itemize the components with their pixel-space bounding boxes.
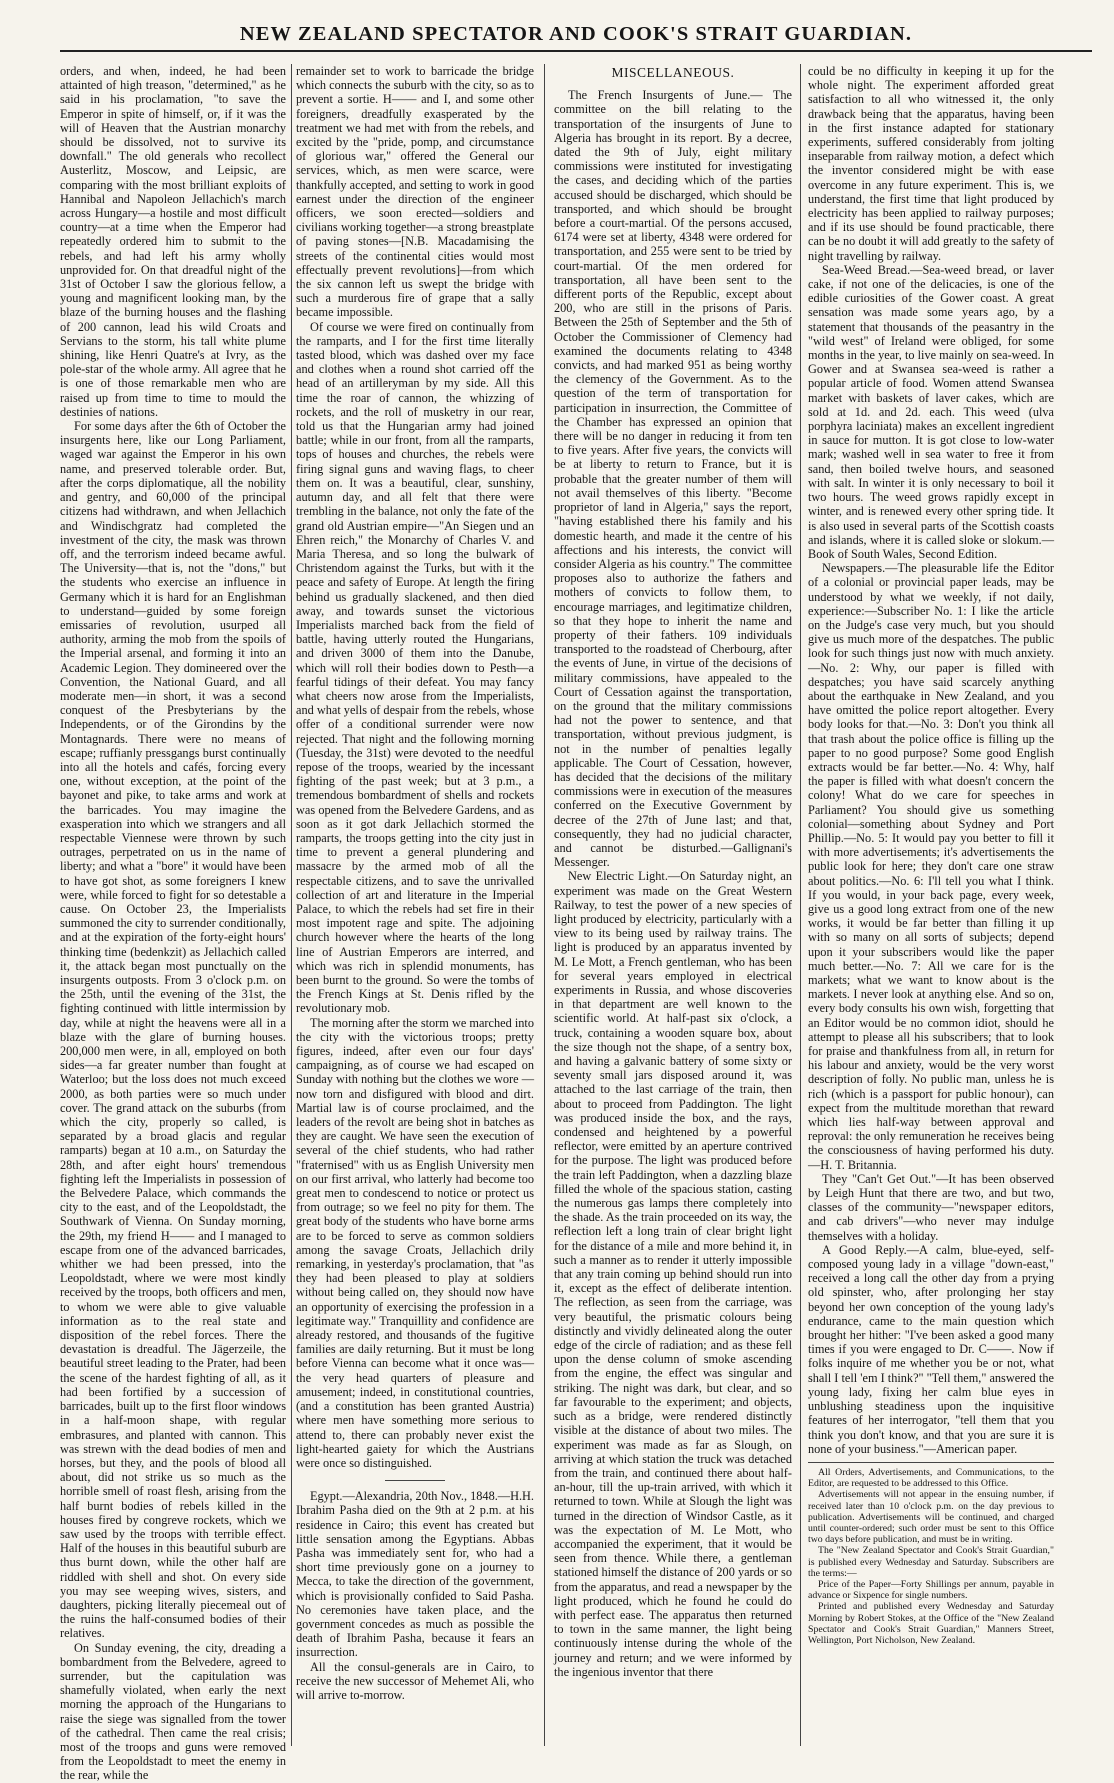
article-paragraph: On Sunday evening, the city, dreading a bombardment from the Belvedere, agreed to surrender, but the capitulation was shamefully violated, when early the next morning the approach of the Hungarians to raise the siege was signalled from the tower of the cathedral. Then came the real crisis; most of the troops and guns were removed from the Leopoldstadt to meet the enemy in the rear, while the: [60, 1640, 286, 1783]
column-rule: [544, 64, 545, 1746]
article-paragraph: could be no difficulty in keeping it up for the whole night. The experiment afforded great satisfaction to all who witnessed it, the only drawback being that the apparatus, having been in the first instance adapted for stationary experiments, suffered considerably from jolting inseparable from railway motion, a defect which the inventor considered might be with ease overcome in any future experiment. This is, we understand, the first time that light produced by electricity has been applied to railway purposes; and if its use should be found practicable, there can be no doubt it will add greatly to the safety of night travelling by railway.: [808, 64, 1054, 263]
column-3: [554, 64, 792, 1746]
article-paragraph: remainder set to work to barricade the bridge which connects the suburb with the city, so as to prevent a sortie. H—— and I, and some other foreigners, dreadfully exasperated by the treatment we had met with from the rebels, and excited by the "pride, pomp, and circumstance of glorious war," offered the General our services, which, as men were scarce, were thankfully accepted, and setting to work in good earnest under the direction of the engineer officers, we soon erected—soldiers and civilians working together—a strong breastplate of paving stones—[N.B. Macadamising the streets of the continental cities would most effectually prevent revolutions]—from which the six cannon left us swept the bridge with such a murderous fire of grape that a sally became impossible.: [296, 64, 534, 320]
notice-line: Advertisements will not appear in the ensuing number, if received later than 10 o'clock p.m. on the day previous to publication. Advertisements will be continued, and charged until counter-ordered; such order must be sent to this Office two days before publication, and must be in writing.: [808, 1489, 1054, 1546]
column-2: [296, 64, 534, 1746]
masthead: NEW ZEALAND SPECTATOR AND COOK'S STRAIT GUARDIAN.: [60, 22, 1092, 52]
publisher-notice: [808, 1462, 1054, 1646]
column-1: [60, 64, 286, 1783]
notice-line: Price of the Paper—Forty Shillings per annum, payable in advance or Sixpence for single numbers.: [808, 1578, 1054, 1602]
section-divider: [385, 1480, 445, 1481]
sea-weed-paragraph: Sea-Weed Bread.—Sea-weed bread, or laver cake, if not one of the delicacies, is one of the edible curiosities of the Gower coast. A great sensation was made some years ago, by a statement that thousands of the peasantry in the "wild west" of Ireland were obliged, for some months in the year, to live mainly on sea-weed. In Gower and at Swansea sea-weed is rather a popular article of food. Women attend Swansea market with baskets of laver cakes, which are sold at 1d. and 2d. each. This weed (ulva porphyra laciniata) makes an excellent ingredient in sauce for mutton. It is got close to low-water mark; washed well in sea water to free it from sand, then boiled twelve hours, and seasoned with salt. In winter it is only necessary to boil it two hours. The weed grows rapidly except in winter, and is renewed every other spring tide. It is also used in several parts of the Scottish coasts and islands, where it is called sloke or slokum.—Book of South Wales, Second Edition.: [808, 262, 1054, 561]
egypt-paragraph: Egypt.—Alexandria, 20th Nov., 1848.—H.H. Ibrahim Pasha died on the 9th at 2 p.m. at his residence in Cairo; this event has created but little sensation among the Egyptians. Abbas Pasha was immediately sent for, who had a short time previously gone on a journey to Mecca, to take the direction of the government, which is provisionally confided to Said Pasha. No ceremonies have taken place, and the government concedes as much as possible the death of Ibrahim Pasha, because it fears an insurrection.: [296, 1489, 534, 1660]
column-rule: [800, 64, 801, 1746]
electric-light-paragraph: New Electric Light.—On Saturday night, an experiment was made on the Great Western Railway, to test the power of a new species of light produced by electricity, particularly with a view to its being used by railway trains. The light is produced by an apparatus invented by M. Le Mott, a French gentleman, who has been for several years employed in electrical experiments in Russia, and whose discoveries in that department are well known to the scientific world. At half-past six o'clock, a truck, containing a wooden square box, about the size though not the shape, of a sentry box, and having a galvanic battery of some sixty or seventy small jars disposed around it, was attached to the last carriage of the train, then about to proceed from Paddington. The light was produced inside the box, and the rays, condensed and heightened by a powerful reflector, were emitted by an aperture contrived for the purpose. The light was produced before the train left Paddington, when a dazzling blaze filled the whole of the spacious station, casting the numerous gas lamps there completely into the shade. As the train proceeded on its way, the reflection left a long train of clear bright light for the distance of a mile and more behind it, in such a manner as to render it utterly impossible that any train coming up behind should run into it, except as the effect of deliberate intention. The reflection, as seen from the carriage, was very beautiful, the prismatic colours being distinctly and vividly delineated along the outer edge of the circle of radiation; and as these fell upon the dense column of smoke ascending from the engine, the effect was singular and striking. The night was dark, but clear, and so far favourable to the experiment; and objects, such as a bridge, were rendered distinctly visible at the distance of about two miles. The experiment was made as far as Slough, on arriving at which station the truck was detached from the train, and continued there about half-an-hour, till the up-train arrived, with which it returned to town. While at Slough the light was turned in the direction of Windsor Castle, as it was the expectation of M. Le Mott, who accompanied the experiment, that it would be seen from thence. While there, a gentleman stationed himself the distance of 200 yards or so from the apparatus, and read a newspaper by the light produced, which he found he could do with perfect ease. The apparatus then returned to town in the same manner, the light being continuously intense during the whole of the journey and return; and we were informed by the ingenious inventor that there: [554, 869, 792, 1679]
section-heading: MISCELLANEOUS.: [611, 65, 735, 80]
article-paragraph: The morning after the storm we marched into the city with the victorious troops; pretty figures, indeed, after even our four days' campaigning, as of course we had escaped on Sunday with nothing but the clothes we wore —now torn and disfigured with blood and dirt. Martial law is of course proclaimed, and the leaders of the revolt are being shot in batches as they are caught. We have seen the execution of several of the chief students, who had rather "fraternised" with us as English University men on our first arrival, who latterly had become too great men to condescend to notice or protect us from outrage; so we feel no pity for them. The great body of the students who have borne arms are to be forced to serve as common soldiers among the savage Croats, Jellachich drily remarking, in yesterday's proclamation, that "as they had been pleased to play at soldiers without being called on, they should now have an opportunity of exercising the profession in a legitimate way." Tranquillity and confidence are already restored, and thousands of the fugitive families are daily returning. But it must be long before Vienna can become what it once was—the very head quarters of pleasure and amusement; indeed, in constitutional countries, (and a constitution has been granted Austria) where men have something more serious to attend to, there can probably never exist the light-hearted gaiety for which the Austrians were once so distinguished.: [296, 1015, 534, 1470]
newspapers-paragraph: Newspapers.—The pleasurable life the Editor of a colonial or provincial paper leads, may be understood by what we weekly, if not daily, experience:—Subscriber No. 1: I like the article on the Judge's case very much, but you should give us much more of the despatches. The public look for such things just now with much anxiety.—No. 2: Why, our paper is filled with despatches; you have said scarcely anything about the earthquake in New Zealand, and you have omitted the police report altogether. Every body looks for that.—No. 3: Don't you think all that trash about the police office is filling up the paper to no good purpose? Some good English extracts would be far better.—No. 4: Why, half the paper is filled with what doesn't concern the colony! What do we care for speeches in Parliament? You should give us something colonial—something about Sydney and Port Phillip.—No. 5: It would pay you better to fill it with more advertisements; it's advertisements the public look for here; they don't care one straw about politics.—No. 6: I'll tell you what I think. If you would, in your back page, every week, give us a good long extract from one of the new works, it would be far better than filling it up with so many on all sorts of subjects; depend upon it your subscribers would like the paper much better.—No. 7: All we care for is the markets; what we want to know about is the markets. I never look at anything else. And so on, every body consults his own wish, forgetting that an Editor would be no common idiot, should he attempt to please all his subscribers; that to look for praise and thankfulness from all, in return for his labour and anxiety, would be the very worst description of folly. No public man, unless he is rich (which is a passport for public honour), can expect from the multitude morethan that reward which lies half-way between approval and reproval: the only remuneration he receives being the consciousness of having performed his duty.—H. T. Britannia.: [808, 561, 1054, 1172]
notice-line: Printed and published every Wednesday and Saturday Morning by Robert Stokes, at the Office of the "New Zealand Spectator and Cook's Strait Guardian," Manners Street, Wellington, Port Nicholson, New Zealand.: [808, 1601, 1054, 1646]
column-4: [808, 64, 1054, 1746]
column-rule: [291, 64, 292, 1746]
article-paragraph: orders, and when, indeed, he had been attainted of high treason, "determined," as he said in his proclamation, "to save the Emperor in spite of himself, or, if it was the will of Heaven that the Austrian monarchy should be dissolved, not to survive its downfall." The old generals who recollect Austerlitz, Moscow, and Leipsic, are comparing with the most brilliant exploits of Hannibal and Napoleon Jellachich's march across Hungary—a hostile and most difficult country—at a time when the Emperor had repeatedly ordered him to submit to the rebels, and had left his army wholly unprovided for. On that dreadful night of the 31st of October I saw the glorious fellow, a young and magnificent looking man, by the blaze of the burning houses and the flashing of 200 cannon, lead his wild Croats and Servians to the storm, his tall white plume shining, like Henri Quatre's at Ivry, as the pole-star of the whole army. All agree that he is one of those remarkable men who are raised up from time to time to mould the destinies of nations.: [60, 64, 286, 419]
good-reply-paragraph: A Good Reply.—A calm, blue-eyed, self-composed young lady in a village "down-east," received a long call the other day from a prying old spinster, who, after prolonging her stay beyond her own conception of the young lady's endurance, came to the main question which brought her hither: "I've been asked a good many times if you were engaged to Dr. C——. Now if folks inquire of me whether you be or not, what shall I tell 'em I think?" "Tell them," answered the young lady, fixing her calm blue eyes in unblushing steadiness upon the inquisitive features of her interrogator, "tell them that you think you don't know, and that you are sure it is none of your business."—American paper.: [808, 1242, 1054, 1456]
article-paragraph: Of course we were fired on continually from the ramparts, and I for the first time literally tasted blood, which was dashed over my face and clothes when a round shot carried off the head of an artilleryman by my side. All this time the roar of cannon, the whizzing of rockets, and the roll of musketry in our rear, told us that the Hungarian army had joined battle; while in our front, from all the ramparts, tops of houses and churches, the rebels were firing signal guns and waving flags, to cheer them on. It was a beautiful, clear, sunshiny, autumn day, and all felt that there were trembling in the balance, not only the fate of the grand old Austrian empire—"An Siegen und an Ehren reich," the Monarchy of Charles V. and Maria Theresa, and so long the bulwark of Christendom against the Turks, but with it the peace and safety of Europe. At length the firing behind us gradually slackened, and then died away, and towards sunset the victorious Imperialists marched back from the field of battle, having utterly routed the Hungarians, and driven 3000 of them into the Danube, which will roll their bodies down to Pesth—a fearful tidings of their defeat. You may fancy what cheers now arose from the Imperialists, and what yells of despair from the rebels, whose offer of a conditional surrender were now rejected. That night and the following morning (Tuesday, the 31st) were devoted to the needful repose of the troops, wearied by the incessant fighting of the past week; but at 3 p.m., a tremendous bombardment of shells and rockets was opened from the Belvedere Gardens, and as soon as it got dark Jellachich stormed the ramparts, the troops getting into the city just in time to prevent a general plundering and massacre by the armed mob of all the respectable citizens, and to save the unrivalled collection of art and literature in the Imperial Palace, to which the rebels had set fire in their most impotent rage and spite. The adjoining church however where the hearts of the long line of Austrian Emperors are interred, and which was rich in splendid monuments, has been burnt to the ground. So were the tombs of the French Kings at St. Denis rifled by the revolutionary mob.: [296, 319, 535, 1016]
cant-get-out-paragraph: They "Can't Get Out."—It has been observed by Leigh Hunt that there are two, and but two, classes of the community—"newspaper editors, and cab drivers"—who never may indulge themselves with a holiday.: [808, 1171, 1054, 1243]
notice-line: The "New Zealand Spectator and Cook's Strait Guardian," is published every Wednesday and Saturday. Subscribers are the terms:—: [808, 1545, 1054, 1579]
article-paragraph: For some days after the 6th of October the insurgents here, like our Long Parliament, waged war against the Emperor in his own name, and preserved tolerable order. But, after the corps diplomatique, all the nobility and gentry, and 60,000 of the principal citizens had withdrawn, and when Jellachich and Windischgratz had completed the investment of the city, the mask was thrown off, and the terrorism indeed became awful. The University—that is, not the "dons," but the students who exercise an influence in Germany which it is hard for an Englishman to understand—guided by some foreign emissaries of revolution, usurped all authority, arming the mob from the spoils of the Imperial arsenal, and forming it into an Academic Legion. They domineered over the Convention, the National Guard, and all moderate men—in short, it was a second conquest of the Presbyterians by the Independents, or of the Girondins by the Montagnards. There were no means of escape; ruffianly pressgangs burst continually into all the hotels and cafés, forcing every one, without exception, at the point of the bayonet and pike, to take arms and work at the barricades. You may imagine the exasperation into which we strangers and all respectable Viennese were thrown by such outrages, perpetrated on us in the name of liberty; and what a "bore" it would have been to have got shot, as some foreigners I knew were, while forced to fight for so detestable a cause. On October 23, the Imperialists summoned the city to surrender conditionally, and at the expiration of the forty-eight hours' thinking time (bedenkzit) as Jellachich called it, the attack began most punctually on the insurgents outposts. From 3 o'clock p.m. on the 25th, until the evening of the 31st, the fighting continued with little intermission by day, while at night the heavens were all in a blaze with the glare of burning houses. 200,000 men were, in all, employed on both sides—a far greater number than fought at Waterloo; but the loss does not much exceed 2000, as both parties were so much under cover. The grand attack on the suburbs (from which the city, properly so called, is separated by a broad glacis and regular ramparts) began at 10 a.m., on Saturday the 28th, and after eight hours' tremendous fighting left the Imperialists in possession of the Belvedere Palace, which commands the city to the east, and of the Leopoldstadt, the Southwark of Vienna. On Sunday morning, the 29th, my friend H—— and I managed to escape from one of the advanced barricades, whither we had been pressed, into the Leopoldstadt, where we were most kindly received by the troops, both officers and men, to whom we were able to give valuable information as to the real state and disposition of the rebel forces. There the devastation is dreadful. The Jägerzeile, the beautiful street leading to the Prater, had been the scene of the hardest fighting of all, as it had been fortified by a succession of barricades, built up to the first floor windows in a half-moon shape, with regular embrasures, and planted with cannon. This was strewn with the dead bodies of men and horses, but they, and the pools of blood all about, did not strike us so much as the horrible smell of roast flesh, arising from the half burnt bodies of rebels killed in the houses fired by congreve rockets, which we saw used by the troops with terrible effect. Half of the houses in this beautiful suburb are thus burnt down, while the other half are riddled with shell and shot. On every side you may see weeping wives, sisters, and daughters, picking literally piecemeal out of the ruins the half-consumed bodies of their relatives.: [60, 419, 286, 1641]
french-insurgents-paragraph: The French Insurgents of June.— The committee on the bill relating to the transportation of the insurgents of June to Algeria has brought in its report. By a decree, dated the 9th of July, eight military commissions were instituted for investigating the cases, and deciding which of the parties accused should be discharged, which should be transported, and which should be brought before a court-martial. Of the persons accused, 6174 were set at liberty, 4348 were ordered for transportation, and 255 were sent to be tried by court-martial. Of the men ordered for transportation, all have been sent to the different ports of the Republic, except about 200, who are still in the prisons of Paris. Between the 25th of September and the 5th of October the Commissioner of Clemency had examined the documents relating to 4348 convicts, and had marked 951 as being worthy the clemency of the Government. As to the question of the term of transportation for participation in insurrection, the Committee of the Chamber has expressed an opinion that there will be no danger in reducing it from ten to five years. After five years, the convicts will be at liberty to return to France, but it is probable that the greater number of them will not avail themselves of this liberty. "Become proprietor of land in Algeria," says the report, "having established there his family and his domestic hearth, and made it the centre of his affections and his interests, the convict will consider Algeria as his country." The committee proposes also to authorize the fathers and mothers of convicts to follow them, to encourage marriages, and legitimatize children, so that they hope to inherit the name and property of their fathers. 109 individuals transported to the roadstead of Cherbourg, after the events of June, in virtue of the decisions of military commissions, have appealed to the Court of Cessation against the transportation, on the ground that the military commissions had not the power to sentence, and that transportation, without previous judgment, is not in the number of penalties legally applicable. The Court of Cessation, however, has decided that the decisions of the military commissions were in execution of the measures conferred on the Executive Government by decree of the 27th of June last; and that, consequently, they had no judicial character, and cannot be disturbed.—Gallignani's Messenger.: [554, 88, 792, 870]
egypt-paragraph: All the consul-generals are in Cairo, to receive the new successor of Mehemet Ali, who will arrive to-morrow.: [296, 1659, 534, 1702]
notice-line: All Orders, Advertisements, and Communications, to the Editor, are requested to be addressed to this Office.: [808, 1466, 1054, 1490]
